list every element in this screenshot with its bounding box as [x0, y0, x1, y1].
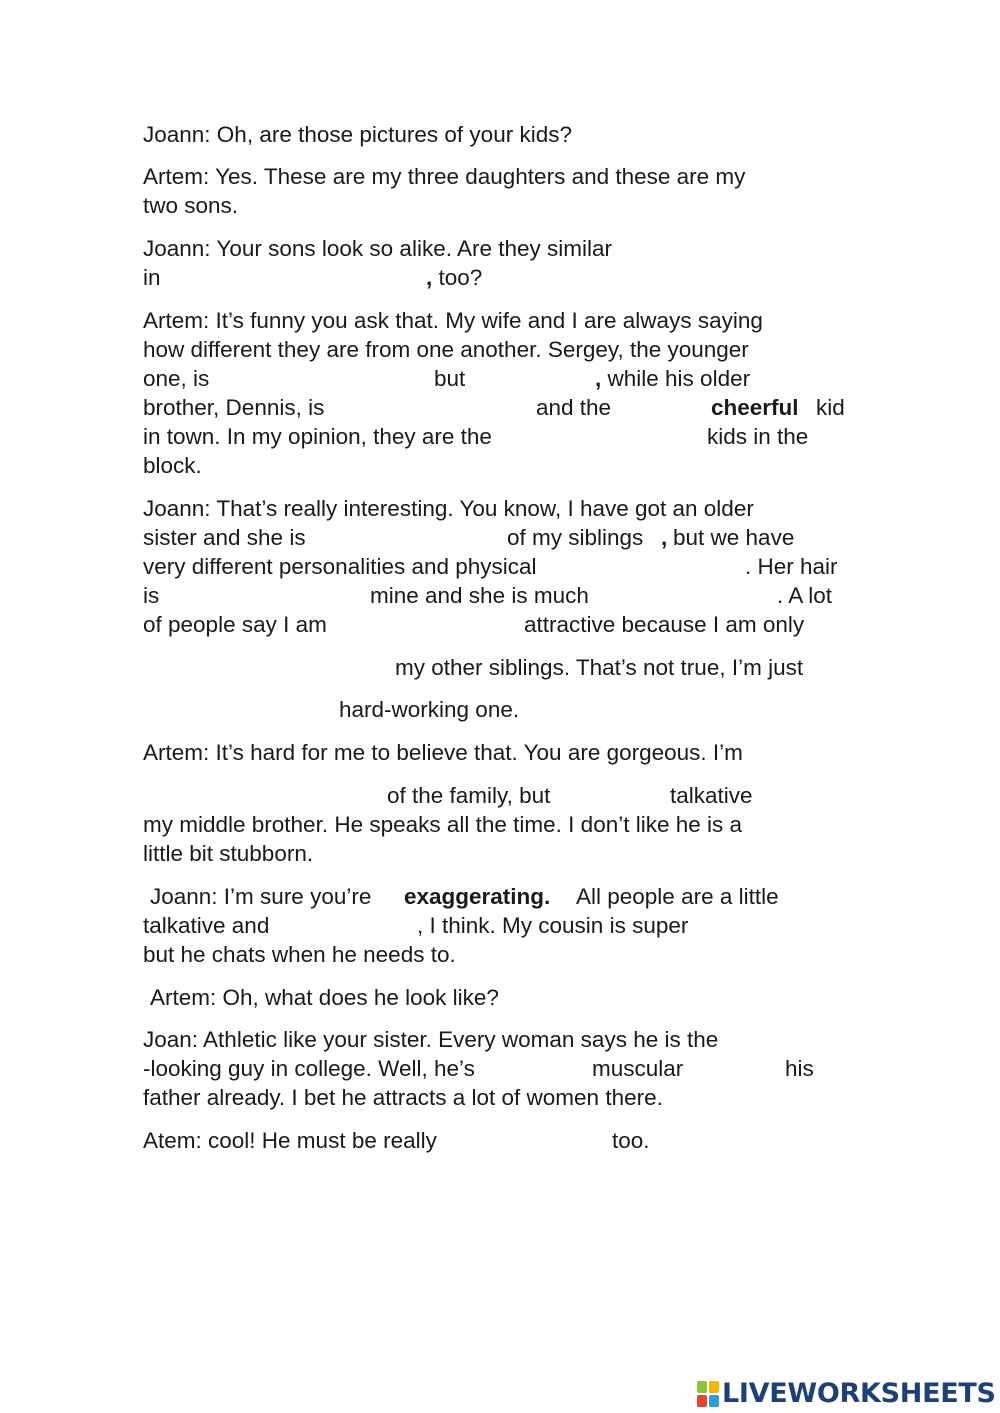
text-line: Atem: cool! He must be really: [143, 1128, 437, 1153]
text-line: two sons.: [143, 193, 239, 218]
text-line: muscular: [592, 1056, 684, 1081]
text-line: All people are a little: [576, 884, 779, 909]
logo-text: LIVEWORKSHEETS: [722, 1378, 996, 1409]
text-line: hard-working one.: [339, 697, 520, 722]
bold-punctuation: ,: [426, 265, 433, 290]
text-line: his: [785, 1056, 814, 1081]
text-line: [426, 263, 482, 292]
logo-square-2: [709, 1381, 719, 1393]
text-line: but he chats when he needs to.: [143, 942, 456, 967]
text-line: kids in the: [707, 424, 809, 449]
text-line: in: [143, 265, 161, 290]
text-line: too.: [612, 1128, 650, 1153]
logo-mark-icon: [697, 1381, 719, 1407]
text-line: one, is: [143, 366, 210, 391]
text-line: block.: [143, 453, 202, 478]
text-line: talkative and: [143, 913, 270, 938]
text-line: how different they are from one another. Sergey, the younger: [143, 337, 749, 362]
text-line: father already. I bet he attracts a lot of women there.: [143, 1085, 663, 1110]
text-line: but we have: [673, 525, 795, 550]
bold-punctuation: ,: [595, 366, 602, 391]
text-line: Artem: Oh, what does he look like?: [150, 985, 499, 1010]
liveworksheets-logo: [697, 1376, 996, 1412]
text-line: . Her hair: [745, 554, 838, 579]
text-line: Joann: That’s really interesting. You know, I have got an older: [143, 496, 754, 521]
text-line: is: [143, 583, 160, 608]
text-line: brother, Dennis, is: [143, 395, 325, 420]
text-line: Joann: I’m sure you’re: [150, 884, 372, 909]
text-line: of people say I am: [143, 612, 327, 637]
text-line: but: [434, 366, 466, 391]
text-line: exaggerating.: [404, 884, 551, 909]
text-line: Joan: Athletic like your sister. Every woman says he is the: [143, 1027, 719, 1052]
text-line: Artem: It’s hard for me to believe that. You are gorgeous. I’m: [143, 740, 743, 765]
text-line: Joann: Your sons look so alike. Are they similar: [143, 236, 613, 261]
text-line: cheerful: [711, 395, 799, 420]
text-line: , I think. My cousin is super: [417, 913, 689, 938]
text-line: sister and she is: [143, 525, 306, 550]
text-line: little bit stubborn.: [143, 841, 314, 866]
text-line: very different personalities and physical: [143, 554, 537, 579]
text-run: while his older: [601, 366, 751, 391]
logo-square-4: [709, 1395, 719, 1407]
text-line: attractive because I am only: [524, 612, 805, 637]
text-line: Artem: It’s funny you ask that. My wife and I are always saying: [143, 308, 763, 333]
text-line: . A lot: [777, 583, 833, 608]
logo-square-3: [697, 1395, 707, 1407]
text-line: -looking guy in college. Well, he’s: [143, 1056, 475, 1081]
text-line: Artem: Yes. These are my three daughters and these are my: [143, 164, 746, 189]
text-line: my other siblings. That’s not true, I’m just: [395, 655, 804, 680]
logo-square-1: [697, 1381, 707, 1393]
text-line: and the: [536, 395, 612, 420]
text-line: [595, 364, 750, 393]
text-line: ,: [661, 525, 668, 550]
text-line: Joann: Oh, are those pictures of your kids?: [143, 122, 572, 147]
text-line: talkative: [670, 783, 753, 808]
text-line: mine and she is much: [370, 583, 589, 608]
text-line: of my siblings: [507, 525, 644, 550]
text-run: too?: [432, 265, 483, 290]
text-line: of the family, but: [387, 783, 551, 808]
text-line: in town. In my opinion, they are the: [143, 424, 492, 449]
text-line: kid: [816, 395, 845, 420]
text-line: my middle brother. He speaks all the time. I don’t like he is a: [143, 812, 743, 837]
